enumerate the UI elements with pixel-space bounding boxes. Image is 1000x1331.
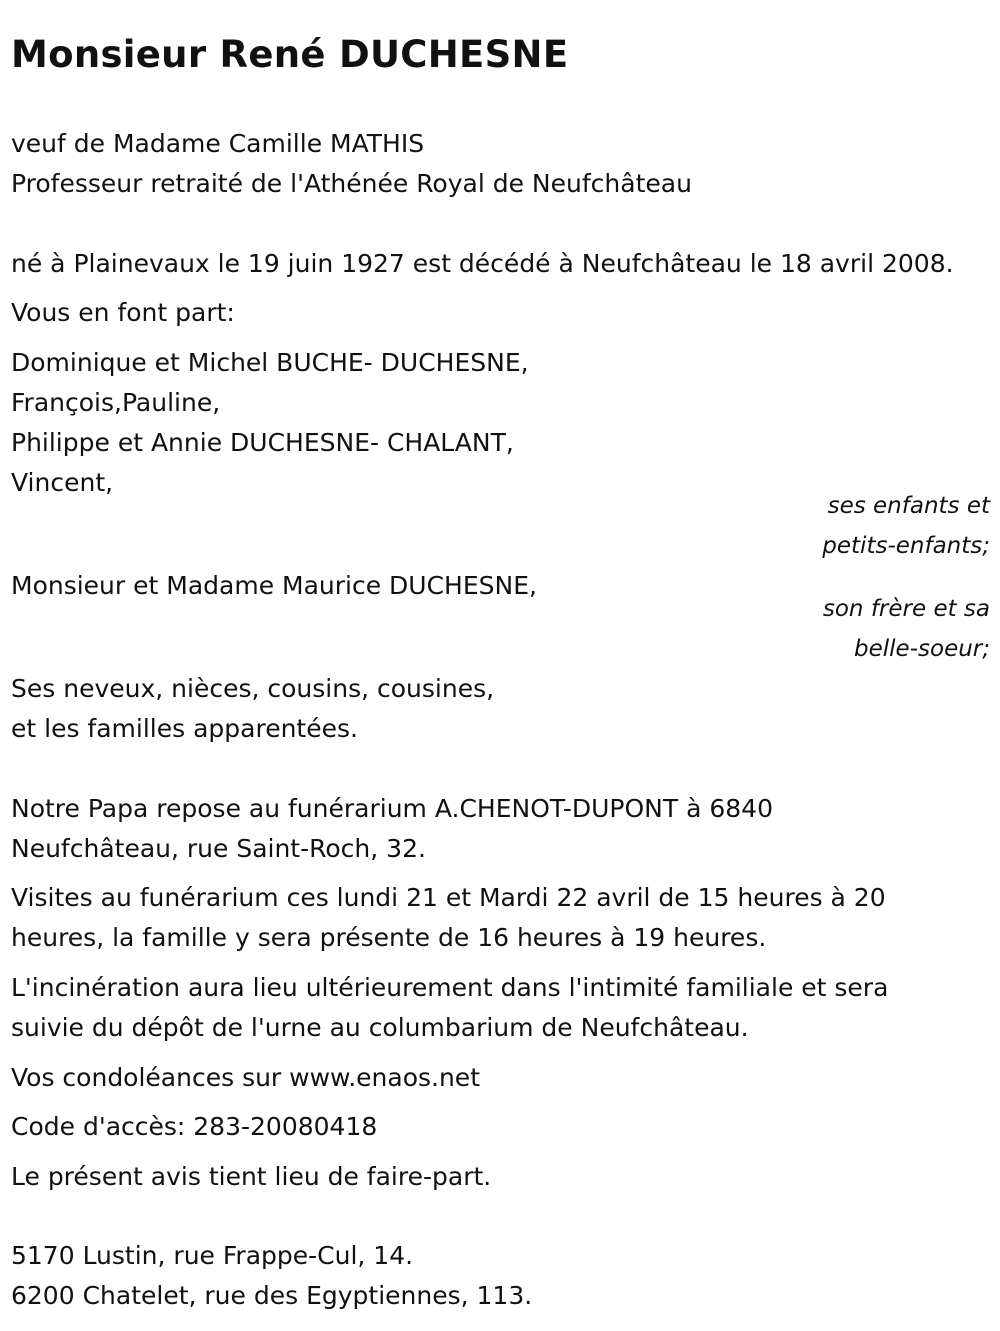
address-line: 5170 Lustin, rue Frappe-Cul, 14. [11,1241,414,1270]
rest-line: Notre Papa repose au funérarium A.CHENOT-DUPONT à 6840 [11,794,773,823]
access-code-line: Code d'accès: 283-20080418 [11,1112,378,1141]
cremation-line: suivie du dépôt de l'urne au columbarium de Neufchâteau. [11,1013,749,1042]
announce-intro: Vous en font part: [11,298,235,327]
sibling-line: Monsieur et Madame Maurice DUCHESNE, [11,571,537,600]
relatives-line: Ses neveux, nièces, cousins, cousines, [11,674,495,703]
faire-part-line: Le présent avis tient lieu de faire-part. [11,1162,492,1191]
children-relation: ses enfants et [827,493,990,519]
children-line: François,Pauline, [11,388,221,417]
condolences-line: Vos condoléances sur www.enaos.net [11,1063,480,1092]
children-line: Dominique et Michel BUCHE- DUCHESNE, [11,348,529,377]
sibling-relation: son frère et sa [822,596,990,622]
visits-line: heures, la famille y sera présente de 16 heures à 19 heures. [11,923,767,952]
relatives-line: et les familles apparentées. [11,714,358,743]
rest-line: Neufchâteau, rue Saint-Roch, 32. [11,834,426,863]
address-line: 6200 Chatelet, rue des Egyptiennes, 113. [11,1281,533,1310]
children-relation: petits-enfants; [822,533,990,559]
visits-line: Visites au funérarium ces lundi 21 et Mardi 22 avril de 15 heures à 20 [11,883,886,912]
cremation-line: L'incinération aura lieu ultérieurement dans l'intimité familiale et sera [11,973,889,1002]
profession-line: Professeur retraité de l'Athénée Royal de Neufchâteau [11,169,692,198]
sibling-relation: belle-soeur; [854,636,990,662]
widower-line: veuf de Madame Camille MATHIS [11,129,425,158]
children-line: Philippe et Annie DUCHESNE- CHALANT, [11,428,514,457]
birth-death-line: né à Plainevaux le 19 juin 1927 est décédé à Neufchâteau le 18 avril 2008. [11,249,954,278]
page-title: Monsieur René DUCHESNE [11,33,569,76]
children-line: Vincent, [11,468,114,497]
